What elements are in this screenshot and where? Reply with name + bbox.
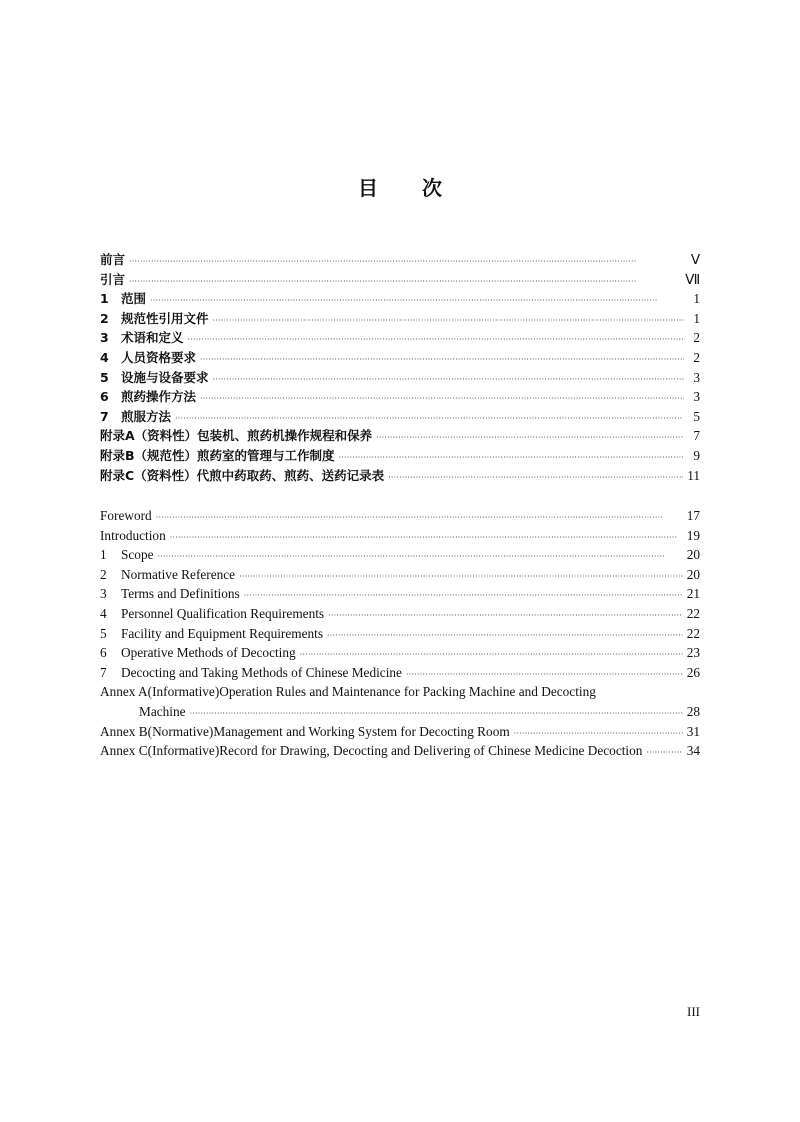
toc-leader-dots (339, 448, 684, 468)
toc-entry[interactable] (100, 368, 700, 388)
toc-entry[interactable] (100, 387, 700, 407)
toc-leader-dots (646, 743, 682, 763)
toc-entry[interactable] (100, 506, 700, 526)
toc-entry-page: 1 (693, 291, 700, 307)
toc-entry-label: 设施与设备要求 (121, 369, 209, 385)
toc-leader-dots (170, 528, 683, 548)
toc-entry-number: 3 (100, 330, 109, 346)
toc-leader-dots (213, 311, 684, 331)
toc-entry[interactable] (100, 604, 700, 624)
toc-entry-page: 3 (693, 369, 700, 385)
toc-leader-dots (239, 567, 683, 587)
toc-entry-page: 17 (686, 508, 700, 523)
toc-entry[interactable] (100, 741, 700, 761)
toc-entry[interactable] (100, 289, 700, 309)
toc-entry-label: Annex B(Normative)Management and Working System for Decocting Room (100, 723, 510, 739)
toc-entry-page: 31 (686, 723, 700, 739)
toc-entry-number: 2 (100, 566, 107, 582)
toc-leader-dots (213, 370, 684, 390)
page-number: III (687, 1004, 700, 1019)
title-char-right: 次 (422, 176, 442, 200)
toc-entry[interactable] (100, 565, 700, 585)
toc-leader-dots (200, 350, 684, 370)
toc-entry-label: Introduction (100, 527, 166, 543)
toc-entry-number: 4 (100, 349, 109, 365)
toc-entry-label: 术语和定义 (121, 330, 184, 346)
toc-english (100, 506, 700, 761)
toc-entry-number: 6 (100, 645, 107, 661)
page-title (0, 172, 800, 201)
toc-leader-dots (327, 626, 683, 646)
toc-entry-number: 3 (100, 586, 107, 602)
toc-entry[interactable] (100, 584, 700, 604)
toc-entry-label: 规范性引用文件 (121, 310, 209, 326)
toc-entry[interactable] (100, 270, 700, 290)
toc-entry-page: Ⅴ (690, 252, 700, 267)
toc-entry[interactable] (100, 250, 700, 270)
toc-entry-label: Machine (139, 703, 186, 719)
toc-entry-label: Operative Methods of Decocting (121, 645, 296, 661)
toc-leader-dots (158, 547, 683, 567)
toc-entry-label: Terms and Definitions (121, 586, 240, 602)
toc-entry-label: 煎服方法 (121, 408, 172, 424)
toc-entry-number: 4 (100, 605, 107, 621)
toc-entry[interactable] (100, 407, 700, 427)
toc-entry-label: 附录B（规范性）煎药室的管理与工作制度 (100, 447, 335, 463)
toc-entry[interactable] (100, 702, 700, 722)
toc-entry-label: 附录C（资料性）代煎中药取药、煎药、送药记录表 (100, 467, 385, 483)
toc-entry[interactable] (100, 466, 700, 486)
toc-entry-number: 2 (100, 310, 109, 326)
toc-entry-label: Decocting and Taking Methods of Chinese Medicine (121, 664, 402, 680)
toc-entry[interactable] (100, 309, 700, 329)
toc-entry-label: Normative Reference (121, 566, 236, 582)
toc-entry-number: 5 (100, 369, 109, 385)
toc-entry[interactable] (100, 643, 700, 663)
toc-leader-dots (150, 291, 684, 311)
toc-entry-number: 7 (100, 408, 109, 424)
toc-entry-page: 7 (693, 428, 700, 444)
toc-entry-page: 20 (686, 547, 700, 563)
toc-leader-dots (188, 330, 684, 350)
toc-entry-page: Ⅶ (685, 271, 700, 287)
toc-chinese (100, 250, 700, 485)
toc-entry-page: 5 (693, 408, 700, 424)
toc-entry-page: 22 (686, 625, 700, 641)
toc-entry-label: 人员资格要求 (121, 349, 197, 365)
toc-entry-label: Facility and Equipment Requirements (121, 625, 323, 641)
toc-entry-label: Annex C(Informative)Record for Drawing, Decocting and Delivering of Chinese Medicine Decoction (100, 743, 643, 759)
toc-leader-dots (129, 252, 684, 272)
toc-entry-page: 22 (686, 605, 700, 621)
toc-entry-page: 26 (686, 664, 700, 680)
toc-entry-number: 6 (100, 389, 109, 405)
toc-entry-number: 1 (100, 291, 109, 307)
toc-entry-page: 28 (686, 703, 700, 719)
toc-entry-label: 前言 (100, 252, 126, 267)
toc-entry[interactable] (100, 624, 700, 644)
toc-entry-label: Foreword (100, 508, 152, 523)
toc-entry-label: 附录A（资料性）包装机、煎药机操作规程和保养 (100, 428, 373, 444)
toc-entry-page: 1 (693, 310, 700, 326)
toc-entry-page: 20 (686, 566, 700, 582)
toc-entry-number: 5 (100, 625, 107, 641)
toc-entry-page: 19 (686, 527, 700, 543)
toc-entry[interactable] (100, 328, 700, 348)
toc-entry-page: 3 (693, 389, 700, 405)
toc-entry-label: Annex A(Informative)Operation Rules and Maintenance for Packing Machine and Decocting (100, 684, 596, 700)
toc-entry-page: 23 (686, 645, 700, 661)
toc-entry[interactable] (100, 545, 700, 565)
toc-entry-label: Scope (121, 547, 154, 563)
toc-entry-page: 9 (693, 447, 700, 463)
toc-entry[interactable] (100, 426, 700, 446)
toc-entry-label: Personnel Qualification Requirements (121, 605, 325, 621)
title-char-left: 目 (358, 176, 378, 200)
toc-entry[interactable] (100, 663, 700, 683)
toc-leader-dots (129, 272, 681, 292)
toc-entry-number: 1 (100, 547, 107, 563)
toc-entry[interactable] (100, 526, 700, 546)
toc-entry-label: 范围 (121, 291, 147, 307)
toc-leader-dots (328, 606, 683, 626)
toc-entry-page: 2 (693, 330, 700, 346)
toc-entry-number: 7 (100, 664, 107, 680)
toc-entry[interactable] (100, 682, 700, 702)
toc-entry-page: 21 (686, 586, 700, 602)
toc-leader-dots (376, 428, 684, 448)
toc-entry-label: 煎药操作方法 (121, 389, 197, 405)
toc-entry-label: 引言 (100, 271, 126, 287)
toc-leader-dots (200, 389, 684, 409)
toc-entry[interactable] (100, 722, 700, 742)
toc-entry-page: 2 (693, 349, 700, 365)
toc-entry-page: 11 (687, 467, 700, 483)
toc-entry[interactable] (100, 348, 700, 368)
toc-entry[interactable] (100, 446, 700, 466)
toc-leader-dots (156, 508, 683, 528)
toc-entry-page: 34 (686, 743, 700, 759)
toc-leader-dots (388, 468, 683, 488)
